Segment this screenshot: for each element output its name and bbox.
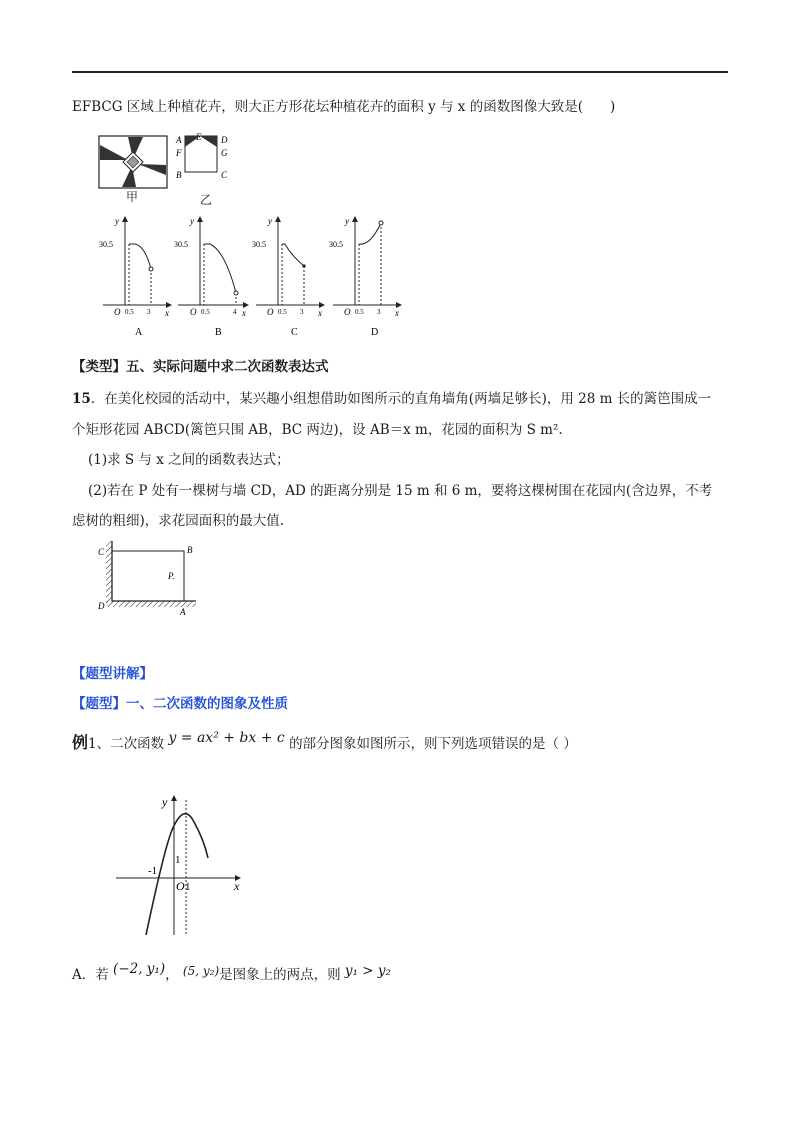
svg-text:30.5: 30.5 <box>329 240 343 249</box>
label-D: D <box>221 135 228 145</box>
svg-text:3: 3 <box>377 308 381 316</box>
svg-text:O: O <box>114 307 121 317</box>
svg-text:30.5: 30.5 <box>252 240 266 249</box>
fig-jia-label: 甲 <box>126 190 139 204</box>
quadratic-formula: y = ax² + bx + c <box>168 730 285 746</box>
fig-yi-label: 乙 <box>200 193 213 207</box>
svg-text:x: x <box>165 308 169 318</box>
label-B: B <box>187 545 193 555</box>
graph-d <box>329 216 401 338</box>
section-jiangjie: 【题型讲解】 <box>72 666 153 682</box>
svg-text:0.5: 0.5 <box>201 308 210 316</box>
q15-sub2b: 虑树的粗细)，求花园面积的最大值. <box>72 513 285 529</box>
label-A: A <box>180 607 186 617</box>
svg-text:O: O <box>176 879 185 893</box>
svg-text:0.5: 0.5 <box>355 308 364 316</box>
q15-sub1: (1)求 S 与 x 之间的函数表达式； <box>88 452 290 468</box>
graph-a <box>99 216 171 338</box>
svg-text:y: y <box>190 216 194 226</box>
label-P: P. <box>168 571 175 581</box>
figure-yi <box>174 131 234 191</box>
svg-text:x: x <box>242 308 246 318</box>
svg-text:-1: -1 <box>148 865 158 877</box>
header-rule <box>72 71 728 73</box>
graph-a-label: A <box>135 327 143 338</box>
svg-text:y: y <box>115 216 119 226</box>
q15-line1: 15．在美化校园的活动中，某兴趣小组想借助如图所示的直角墙角(两墙足够长)，用 28 m 长的篱笆围成一 <box>72 391 712 407</box>
example-1: 例1、二次函数 y = ax² + bx + c 的部分图象如图所示，则下列选项错误的是（ ） <box>72 730 577 752</box>
label-B: B <box>176 170 182 180</box>
svg-text:O: O <box>344 307 351 317</box>
svg-text:3: 3 <box>147 308 151 316</box>
svg-text:4: 4 <box>233 308 237 316</box>
svg-text:1: 1 <box>175 854 181 866</box>
svg-text:0.5: 0.5 <box>125 308 134 316</box>
q14-text: EFBCG 区域上种植花卉，则大正方形花坛种植花卉的面积 y 与 x 的函数图像大致是( ) <box>72 99 616 115</box>
label-D: D <box>98 601 105 611</box>
graph-d-label: D <box>371 327 379 338</box>
svg-text:O: O <box>267 307 274 317</box>
label-C: C <box>98 547 105 557</box>
section-type5: 【类型】五、实际问题中求二次函数表达式 <box>72 359 329 375</box>
svg-text:0.5: 0.5 <box>278 308 287 316</box>
q15-figure <box>96 539 206 619</box>
graph-c-label: C <box>291 327 298 338</box>
svg-text:30.5: 30.5 <box>99 240 113 249</box>
svg-text:30.5: 30.5 <box>174 240 188 249</box>
example-graph <box>112 790 252 940</box>
graph-b <box>174 216 248 338</box>
label-F: F <box>176 148 182 158</box>
option-a: A．若 (−2, y₁)， (5, y₂)是图象上的两点，则 y₁ > y₂ <box>72 961 391 983</box>
svg-text:x: x <box>234 879 240 893</box>
q15-sub2a: (2)若在 P 处有一棵树与墙 CD，AD 的距离分别是 15 m 和 6 m，要将这棵树围在花园内(含边界，不考 <box>88 483 713 499</box>
label-G: G <box>221 148 228 158</box>
svg-text:O: O <box>190 307 197 317</box>
svg-text:x: x <box>395 308 399 318</box>
svg-text:y: y <box>345 216 349 226</box>
label-A: A <box>176 135 182 145</box>
svg-text:y: y <box>162 795 168 809</box>
label-C: C <box>221 170 228 180</box>
option-graphs <box>95 213 415 345</box>
svg-text:x: x <box>318 308 322 318</box>
svg-text:3: 3 <box>300 308 304 316</box>
graph-b-label: B <box>215 327 222 338</box>
svg-text:y: y <box>268 216 272 226</box>
q15-line2: 个矩形花园 ABCD(篱笆只围 AB，BC 两边)，设 AB＝x m，花园的面积为 S m². <box>72 422 563 438</box>
graph-c <box>252 216 324 338</box>
svg-text:1: 1 <box>185 881 191 893</box>
section-type1: 【题型】一、二次函数的图象及性质 <box>72 696 288 712</box>
label-E: E <box>196 132 202 142</box>
